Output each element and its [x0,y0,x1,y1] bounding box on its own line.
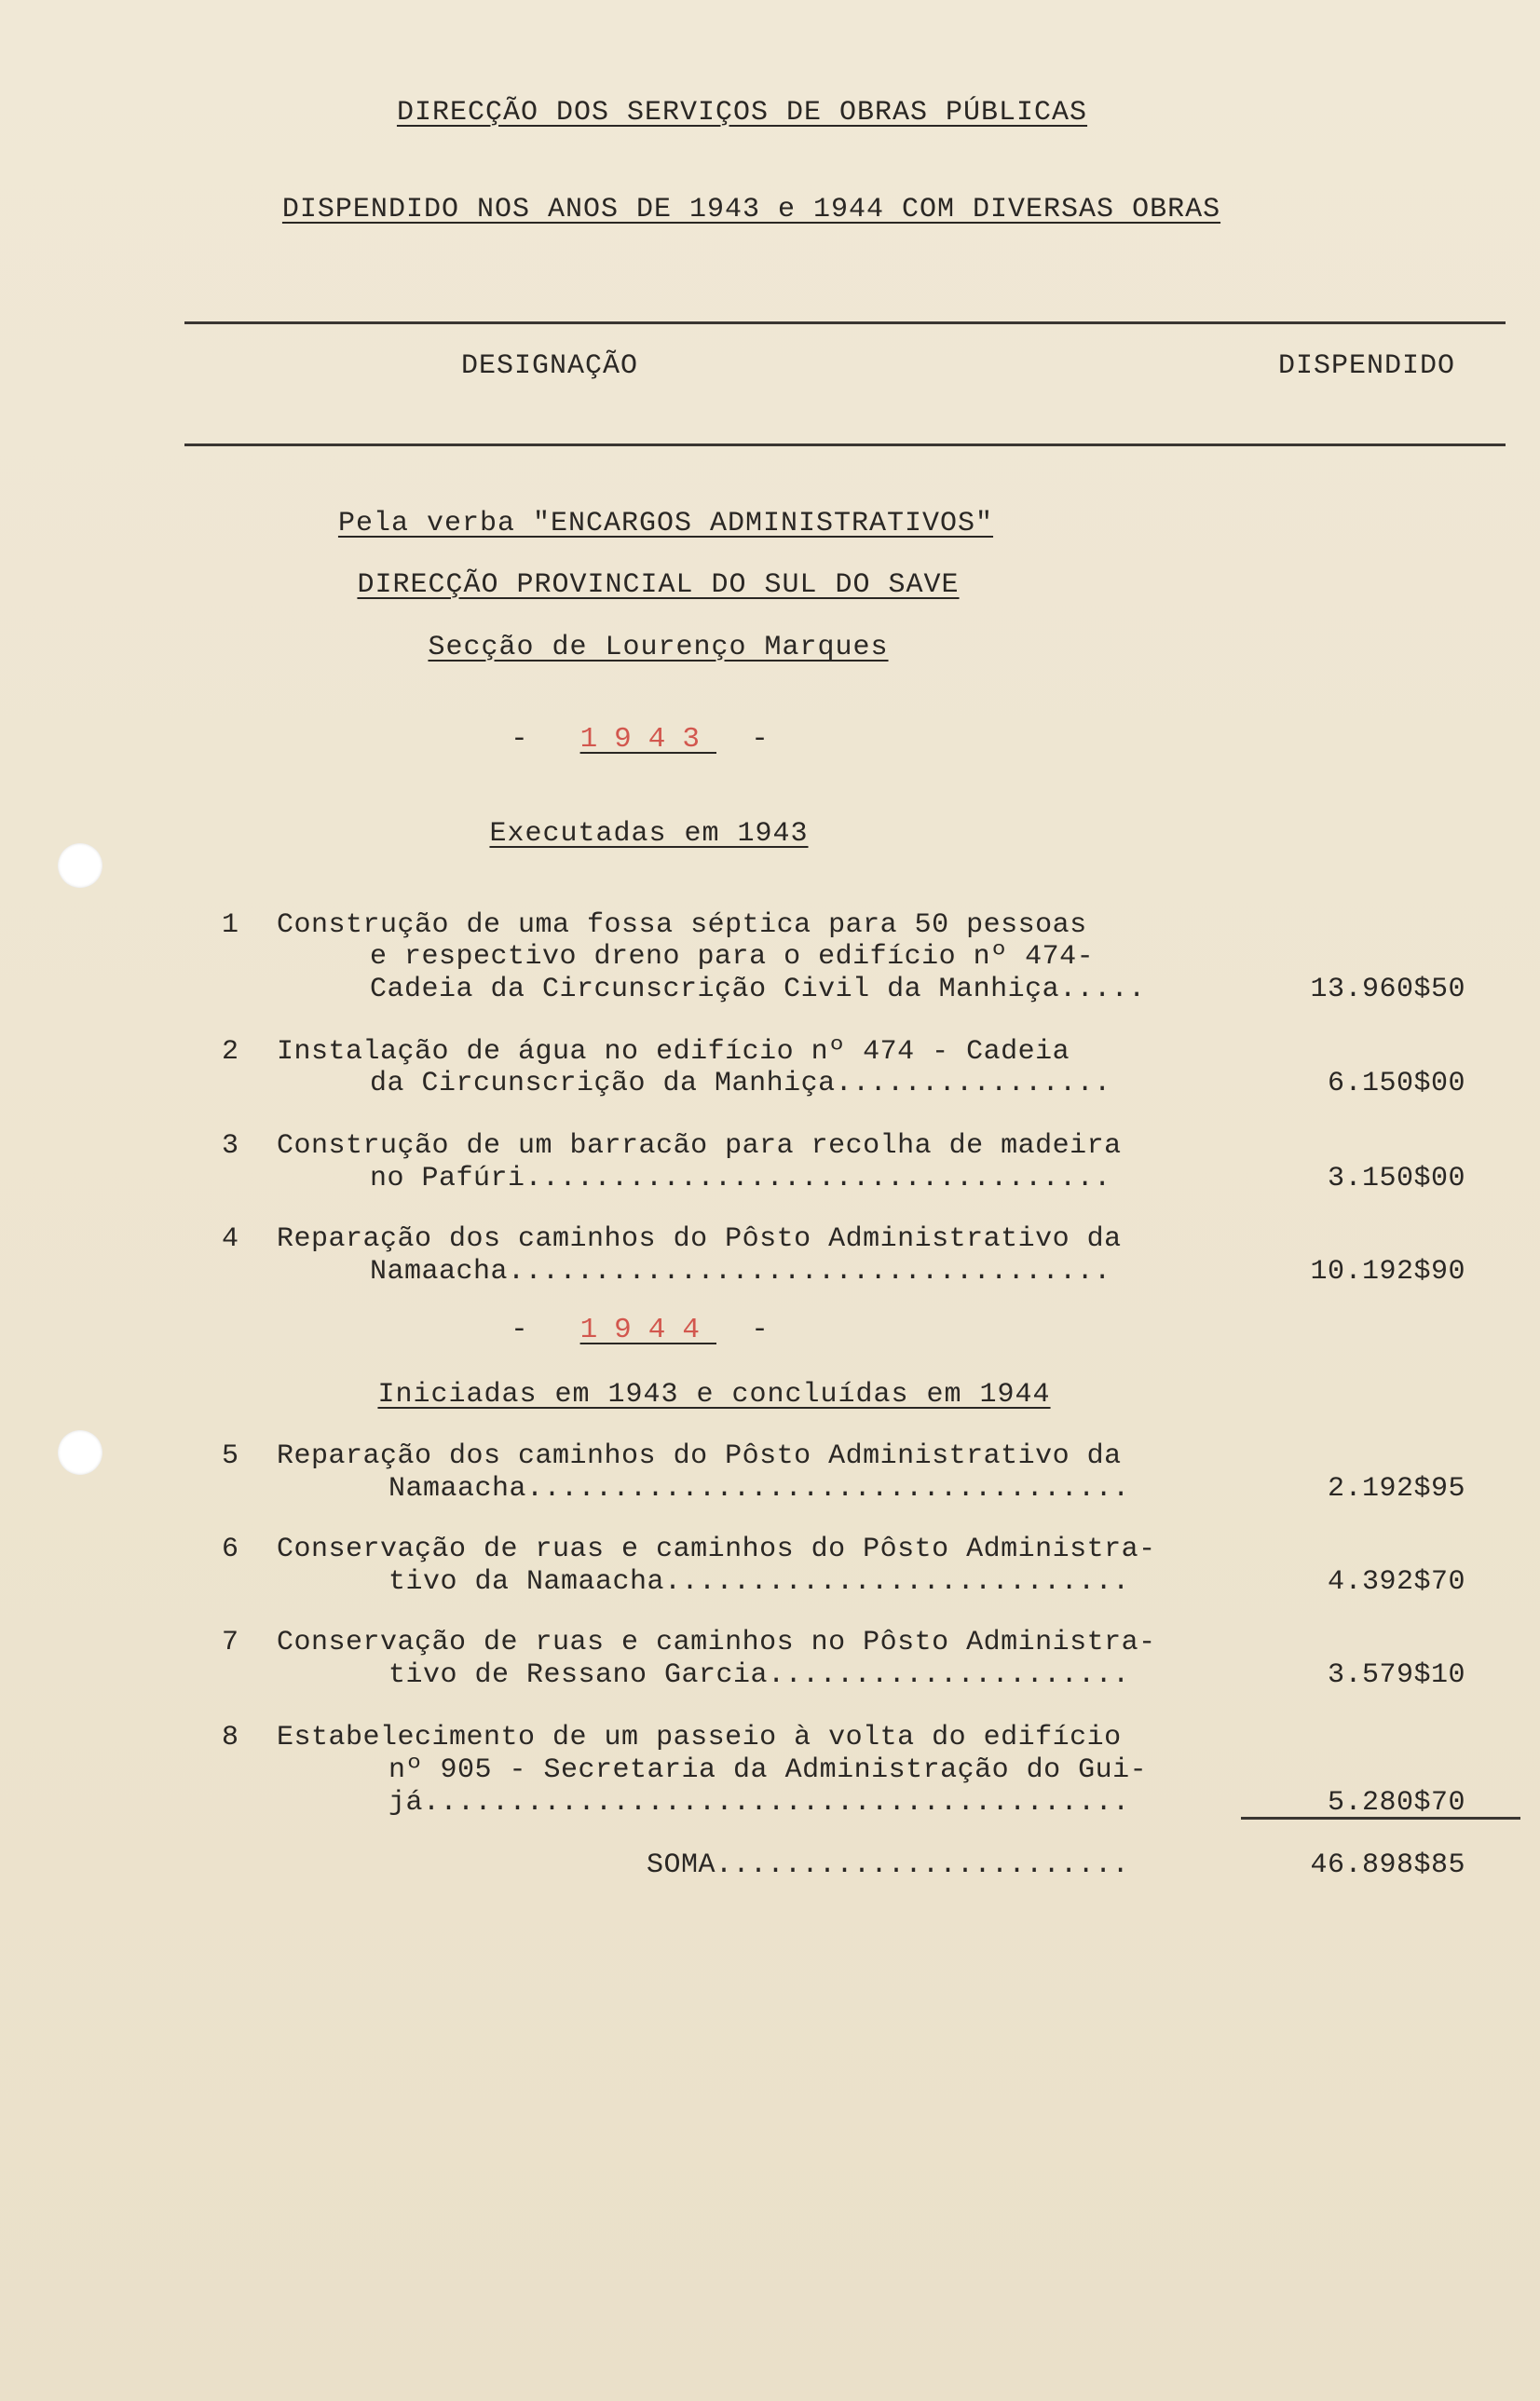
total-amount: 46.898$85 [1310,1849,1465,1881]
verba-heading: Pela verba "ENCARGOS ADMINISTRATIVOS" [337,508,994,539]
document-subtitle: DISPENDIDO NOS ANOS DE 1943 e 1944 COM DIVERSAS OBRAS [281,194,1221,225]
item-number: 8 [222,1722,239,1753]
year-dash-right: - [751,723,769,756]
item-description-line: Cadeia da Circunscrição Civil da Manhiça..... [370,974,1146,1005]
item-amount: 3.150$00 [1327,1163,1465,1194]
item-number: 1 [222,909,239,941]
item-description-line: Conservação de ruas e caminhos do Pôsto Administra- [277,1534,1156,1565]
punch-hole-top [58,843,102,888]
item-number: 5 [222,1440,239,1472]
item-description-line: no Pafúri.................................. [370,1163,1111,1194]
item-description-line: tivo de Ressano Garcia..................... [388,1659,1130,1691]
item-number: 6 [222,1534,239,1565]
year-1943-heading [0,723,1410,756]
item-description-line: tivo da Namaacha........................... [388,1566,1130,1598]
executadas-heading: Executadas em 1943 [489,818,809,850]
item-amount: 6.150$00 [1327,1068,1465,1099]
item-number: 2 [222,1036,239,1068]
item-amount: 2.192$95 [1327,1473,1465,1505]
item-description-line: Construção de uma fossa séptica para 50 pessoas [277,909,1087,941]
year-dash-left: - [511,1314,528,1346]
item-description-line: Construção de um barracão para recolha de madeira [277,1130,1122,1162]
item-number: 7 [222,1627,239,1658]
direccao-heading: DIRECÇÃO PROVINCIAL DO SUL DO SAVE [357,569,960,601]
punch-hole-bottom [58,1430,102,1475]
item-description-line: Namaacha................................... [370,1256,1111,1288]
item-description-line: Instalação de água no edifício nº 474 - Cadeia [277,1036,1070,1068]
header-rule-bottom [184,443,1506,446]
year-1944-heading [0,1314,1410,1346]
year-dash-left: - [511,723,528,756]
item-number: 4 [222,1223,239,1255]
column-header-designation: DESIGNAÇÃO [461,350,639,382]
item-description-line: da Circunscrição da Manhiça................ [370,1068,1111,1099]
document-title: DIRECÇÃO DOS SERVIÇOS DE OBRAS PÚBLICAS [396,97,1088,129]
item-amount: 4.392$70 [1327,1566,1465,1598]
item-amount: 10.192$90 [1310,1256,1465,1288]
year-digits: 1944 [579,1314,716,1346]
item-amount: 5.280$70 [1327,1787,1465,1819]
item-description-line: nº 905 - Secretaria da Administração do Gui- [388,1754,1148,1786]
item-description-line: Conservação de ruas e caminhos no Pôsto Administra- [277,1627,1156,1658]
iniciadas-heading: Iniciadas em 1943 e concluídas em 1944 [377,1379,1051,1411]
item-description-line: já......................................... [388,1787,1130,1819]
item-description-line: Reparação dos caminhos do Pôsto Administrativo da [277,1440,1122,1472]
header-rule-top [184,321,1506,324]
item-amount: 13.960$50 [1310,974,1465,1005]
item-number: 3 [222,1130,239,1162]
item-description-line: Namaacha................................... [388,1473,1130,1505]
total-label: SOMA........................ [647,1849,1130,1881]
item-description-line: e respectivo dreno para o edifício nº 474- [370,941,1095,973]
year-dash-right: - [751,1314,769,1346]
seccao-heading: Secção de Lourenço Marques [428,632,889,663]
item-description-line: Estabelecimento de um passeio à volta do edifício [277,1722,1122,1753]
item-description-line: Reparação dos caminhos do Pôsto Administrativo da [277,1223,1122,1255]
column-header-spent: DISPENDIDO [1278,350,1456,382]
year-digits: 1943 [579,723,716,756]
item-amount: 3.579$10 [1327,1659,1465,1691]
total-rule [1241,1817,1520,1820]
